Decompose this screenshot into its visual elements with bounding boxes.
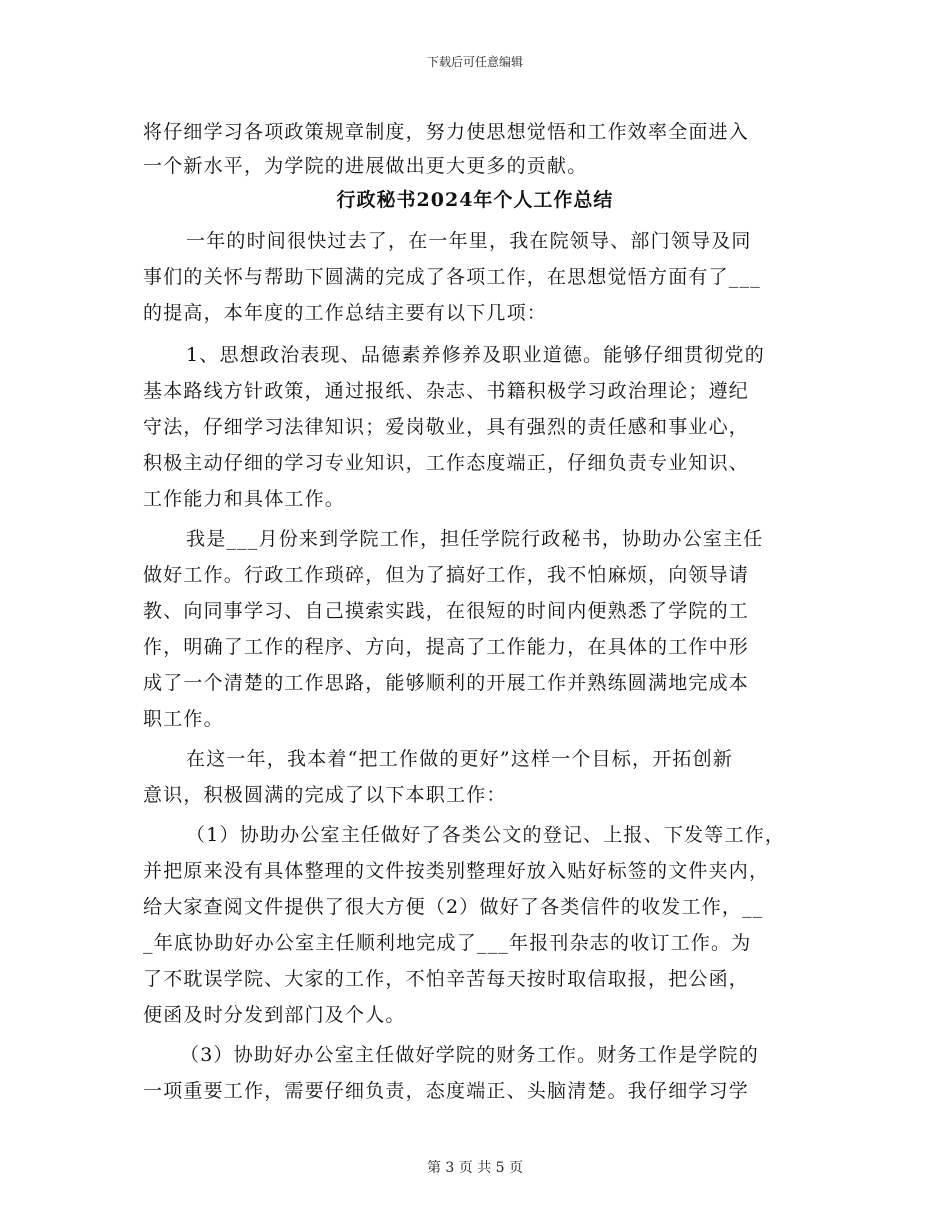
body-line: 了不耽误学院、大家的工作，不怕辛苦每天按时取信取报，把公函， [143,968,750,990]
body-line: _年底协助好办公室主任顺利地完成了___年报刊杂志的收订工作。为 [143,932,752,954]
body-line: 我是___月份来到学院工作，担任学院行政秘书，协助办公室主任 [186,528,764,550]
body-line: 将仔细学习各项政策规章制度，努力使思想觉悟和工作效率全面进入 [143,121,750,143]
body-line: 工作能力和具体工作。 [143,488,346,510]
body-line: 并把原来没有具体整理的文件按类别整理好放入贴好标签的文件夹内， [143,860,770,882]
body-line: 积极主动仔细的学习专业知识，工作态度端正，仔细负责专业知识、 [143,452,750,474]
body-line: 1、思想政治表现、品德素养修养及职业道德。能够仔细贯彻党的 [186,344,765,366]
body-line: 一年的时间很快过去了，在一年里，我在院领导、部门领导及同 [186,230,752,252]
body-line: 一个新水平，为学院的进展做出更大更多的贡献。 [143,155,588,177]
body-line: 成了一个清楚的工作思路，能够顺利的开展工作并熟练圆满地完成本 [143,672,750,694]
body-line: （1）协助办公室主任做好了各类公文的登记、上报、下发等工作， [186,824,786,846]
body-line: 职工作。 [143,708,224,730]
body-line: （3）协助好办公室主任做好学院的财务工作。财务工作是学院的 [180,1044,759,1066]
body-line: 基本路线方针政策，通过报纸、杂志、书籍积极学习政治理论；遵纪 [143,380,750,402]
body-line: 意识，积极圆满的完成了以下本职工作： [143,784,507,806]
body-line: 给大家查阅文件提供了很大方便（2）做好了各类信件的收发工作，__ [143,896,764,918]
body-line: 守法，仔细学习法律知识；爱岗敬业，具有强烈的责任感和事业心， [143,416,750,438]
page-footer: 第 3 页 共 5 页 [426,1160,524,1176]
body-line: 的提高，本年度的工作总结主要有以下几项： [143,302,548,324]
body-line: 在这一年，我本着“把工作做的更好”这样一个目标，开拓创新 [186,748,734,770]
body-line: 做好工作。行政工作琐碎，但为了搞好工作，我不怕麻烦，向领导请 [143,564,750,586]
document-title: 行政秘书2024年个人工作总结 [336,189,614,211]
body-line: 教、向同事学习、自己摸索实践，在很短的时间内便熟悉了学院的工 [143,600,750,622]
page-header: 下载后可任意编辑 [426,55,523,69]
body-line: 事们的关怀与帮助下圆满的完成了各项工作，在思想觉悟方面有了___ [143,266,761,288]
body-line: 便函及时分发到部门及个人。 [143,1004,406,1026]
body-line: 一项重要工作，需要仔细负责，态度端正、头脑清楚。我仔细学习学 [143,1080,750,1102]
body-line: 作，明确了工作的程序、方向，提高了工作能力，在具体的工作中形 [143,636,750,658]
